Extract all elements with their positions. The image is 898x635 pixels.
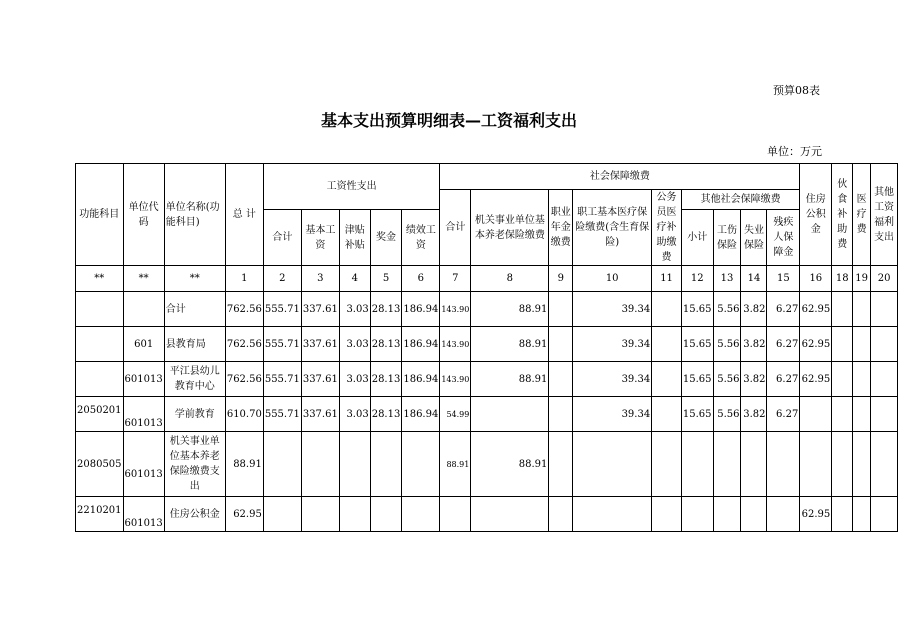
cell-other-sum: 15.65 (681, 397, 713, 432)
col-num: 15 (767, 266, 800, 292)
cell-annuity (549, 432, 573, 497)
header-unemployment: 失业保险 (741, 210, 767, 266)
cell-basic-wage: 337.61 (301, 397, 339, 432)
cell-disability: 6.27 (767, 327, 800, 362)
cell-func (76, 362, 124, 397)
cell-med-fee (853, 397, 871, 432)
table-row (76, 327, 898, 362)
table-row (76, 397, 898, 432)
cell-housing: 62.95 (800, 362, 832, 397)
cell-pension: 88.91 (471, 327, 549, 362)
cell-total: 610.70 (225, 397, 263, 432)
cell-func: 2080505 (76, 432, 124, 497)
cell-unemployment: 3.82 (741, 397, 767, 432)
cell-injury: 5.56 (713, 397, 741, 432)
cell-injury: 5.56 (713, 292, 741, 327)
header-unit-code: 单位代码 (123, 164, 164, 266)
cell-unemployment (741, 432, 767, 497)
cell-annuity (549, 327, 573, 362)
header-total: 总 计 (225, 164, 263, 266)
cell-bonus: 28.13 (370, 397, 402, 432)
cell-name: 学前教育 (164, 397, 225, 432)
col-num: 3 (301, 266, 339, 292)
header-performance: 绩效工资 (402, 210, 440, 266)
header-wage-group: 工资性支出 (263, 164, 440, 210)
cell-wage-sum (263, 432, 301, 497)
cell-basic-wage: 337.61 (301, 292, 339, 327)
cell-wage-sum: 555.71 (263, 292, 301, 327)
cell-code (123, 292, 164, 327)
cell-wage-sum: 555.71 (263, 327, 301, 362)
cell-performance: 186.94 (402, 362, 440, 397)
cell-medical (573, 432, 652, 497)
cell-pension: 88.91 (471, 292, 549, 327)
cell-wage-sum: 555.71 (263, 362, 301, 397)
cell-meal (832, 397, 853, 432)
cell-bonus: 28.13 (370, 327, 402, 362)
cell-other-welfare (871, 497, 898, 532)
cell-injury (713, 432, 741, 497)
cell-medical: 39.34 (573, 292, 652, 327)
header-allowance: 津贴补贴 (339, 210, 370, 266)
cell-performance: 186.94 (402, 327, 440, 362)
cell-social-sum: 88.91 (440, 432, 471, 497)
cell-disability (767, 432, 800, 497)
cell-injury: 5.56 (713, 327, 741, 362)
cell-med-fee (853, 497, 871, 532)
cell-med-fee (853, 362, 871, 397)
cell-med-fee (853, 432, 871, 497)
cell-code: 601 (123, 327, 164, 362)
cell-other-sum: 15.65 (681, 327, 713, 362)
cell-basic-wage: 337.61 (301, 362, 339, 397)
cell-name: 县教育局 (164, 327, 225, 362)
cell-unemployment: 3.82 (741, 292, 767, 327)
cell-name: 机关事业单位基本养老保险缴费支出 (164, 432, 225, 497)
cell-civil-medical (652, 432, 682, 497)
cell-allowance (339, 432, 370, 497)
cell-performance: 186.94 (402, 292, 440, 327)
col-num: 5 (370, 266, 402, 292)
cell-unemployment: 3.82 (741, 362, 767, 397)
table-row (76, 362, 898, 397)
cell-other-sum: 15.65 (681, 362, 713, 397)
header-func: 功能科目 (76, 164, 124, 266)
col-num: ** (123, 266, 164, 292)
col-num: 20 (871, 266, 898, 292)
cell-injury (713, 497, 741, 532)
col-num: 1 (225, 266, 263, 292)
cell-social-sum (440, 497, 471, 532)
cell-performance (402, 432, 440, 497)
cell-basic-wage (301, 497, 339, 532)
col-num: ** (76, 266, 124, 292)
cell-total: 762.56 (225, 292, 263, 327)
cell-social-sum: 143.90 (440, 362, 471, 397)
cell-unemployment (741, 497, 767, 532)
col-num: 18 (832, 266, 853, 292)
col-num: 16 (800, 266, 832, 292)
cell-housing (800, 397, 832, 432)
budget-table (75, 163, 898, 532)
col-num: 12 (681, 266, 713, 292)
cell-meal (832, 327, 853, 362)
col-num: 7 (440, 266, 471, 292)
cell-housing: 62.95 (800, 497, 832, 532)
header-civil-medical: 公务员医疗补助缴费 (652, 190, 682, 266)
cell-civil-medical (652, 327, 682, 362)
cell-bonus: 28.13 (370, 292, 402, 327)
header-med-fee: 医疗费 (853, 164, 871, 266)
cell-bonus (370, 432, 402, 497)
cell-meal (832, 292, 853, 327)
cell-social-sum: 143.90 (440, 327, 471, 362)
col-num: 8 (471, 266, 549, 292)
cell-allowance: 3.03 (339, 397, 370, 432)
cell-disability: 6.27 (767, 362, 800, 397)
cell-pension (471, 397, 549, 432)
cell-allowance: 3.03 (339, 292, 370, 327)
col-num: 10 (573, 266, 652, 292)
cell-other-sum: 15.65 (681, 292, 713, 327)
cell-total: 762.56 (225, 362, 263, 397)
cell-civil-medical (652, 292, 682, 327)
header-disability: 残疾人保障金 (767, 210, 800, 266)
cell-total: 62.95 (225, 497, 263, 532)
cell-annuity (549, 362, 573, 397)
header-social-group: 社会保障缴费 (440, 164, 800, 190)
col-num: ** (164, 266, 225, 292)
cell-meal (832, 432, 853, 497)
page-title: 基本支出预算明细表—工资福利支出 (320, 111, 577, 130)
cell-other-welfare (871, 292, 898, 327)
cell-name: 平江县幼儿教育中心 (164, 362, 225, 397)
header-annuity: 职业年金缴费 (549, 190, 573, 266)
form-number: 预算08表 (773, 84, 820, 97)
cell-annuity (549, 397, 573, 432)
header-injury: 工伤保险 (713, 210, 741, 266)
header-other-group: 其他社会保障缴费 (681, 190, 799, 210)
header-basic-wage: 基本工资 (301, 210, 339, 266)
cell-other-welfare (871, 432, 898, 497)
header-row-1 (76, 164, 898, 190)
cell-other-welfare (871, 327, 898, 362)
cell-housing: 62.95 (800, 327, 832, 362)
cell-total: 88.91 (225, 432, 263, 497)
cell-code: 601013 (123, 432, 164, 497)
cell-basic-wage (301, 432, 339, 497)
header-meal: 伙食补助费 (832, 164, 853, 266)
col-num: 4 (339, 266, 370, 292)
header-housing: 住房公积金 (800, 164, 832, 266)
cell-allowance (339, 497, 370, 532)
col-num: 11 (652, 266, 682, 292)
cell-other-sum (681, 497, 713, 532)
cell-other-welfare (871, 362, 898, 397)
cell-total: 762.56 (225, 327, 263, 362)
col-num: 14 (741, 266, 767, 292)
cell-disability: 6.27 (767, 292, 800, 327)
cell-other-sum (681, 432, 713, 497)
header-wage-sum: 合计 (263, 210, 301, 266)
unit-label: 单位：万元 (767, 145, 822, 158)
table-row (76, 292, 898, 327)
cell-meal (832, 362, 853, 397)
cell-unemployment: 3.82 (741, 327, 767, 362)
cell-name: 住房公积金 (164, 497, 225, 532)
cell-annuity (549, 292, 573, 327)
col-num: 19 (853, 266, 871, 292)
cell-civil-medical (652, 497, 682, 532)
cell-medical: 39.34 (573, 362, 652, 397)
cell-code: 601013 (123, 362, 164, 397)
cell-medical (573, 497, 652, 532)
col-num: 13 (713, 266, 741, 292)
cell-med-fee (853, 327, 871, 362)
cell-code: 601013 (123, 397, 164, 432)
cell-performance (402, 497, 440, 532)
cell-social-sum: 54.99 (440, 397, 471, 432)
cell-func: 2210201 (76, 497, 124, 532)
cell-disability: 6.27 (767, 397, 800, 432)
cell-housing (800, 432, 832, 497)
cell-other-welfare (871, 397, 898, 432)
header-other-welfare: 其他工资福利支出 (871, 164, 898, 266)
cell-civil-medical (652, 362, 682, 397)
cell-pension: 88.91 (471, 362, 549, 397)
cell-performance: 186.94 (402, 397, 440, 432)
cell-meal (832, 497, 853, 532)
cell-medical: 39.34 (573, 397, 652, 432)
cell-wage-sum (263, 497, 301, 532)
header-social-sum: 合计 (440, 190, 471, 266)
cell-name: 合计 (164, 292, 225, 327)
cell-wage-sum: 555.71 (263, 397, 301, 432)
cell-bonus: 28.13 (370, 362, 402, 397)
column-number-row (76, 266, 898, 292)
cell-housing: 62.95 (800, 292, 832, 327)
cell-func (76, 292, 124, 327)
cell-basic-wage: 337.61 (301, 327, 339, 362)
cell-disability (767, 497, 800, 532)
cell-med-fee (853, 292, 871, 327)
cell-allowance: 3.03 (339, 362, 370, 397)
cell-injury: 5.56 (713, 362, 741, 397)
header-other-sum: 小计 (681, 210, 713, 266)
col-num: 9 (549, 266, 573, 292)
cell-annuity (549, 497, 573, 532)
cell-pension: 88.91 (471, 432, 549, 497)
cell-func: 2050201 (76, 397, 124, 432)
cell-allowance: 3.03 (339, 327, 370, 362)
cell-medical: 39.34 (573, 327, 652, 362)
header-unit-name: 单位名称(功能科目) (164, 164, 225, 266)
header-pension: 机关事业单位基本养老保险缴费 (471, 190, 549, 266)
col-num: 2 (263, 266, 301, 292)
cell-func (76, 327, 124, 362)
cell-social-sum: 143.90 (440, 292, 471, 327)
cell-code: 601013 (123, 497, 164, 532)
col-num: 6 (402, 266, 440, 292)
cell-civil-medical (652, 397, 682, 432)
table-row (76, 497, 898, 532)
header-medical: 职工基本医疗保险缴费(含生育保险) (573, 190, 652, 266)
cell-bonus (370, 497, 402, 532)
cell-pension (471, 497, 549, 532)
table-row (76, 432, 898, 497)
header-bonus: 奖金 (370, 210, 402, 266)
